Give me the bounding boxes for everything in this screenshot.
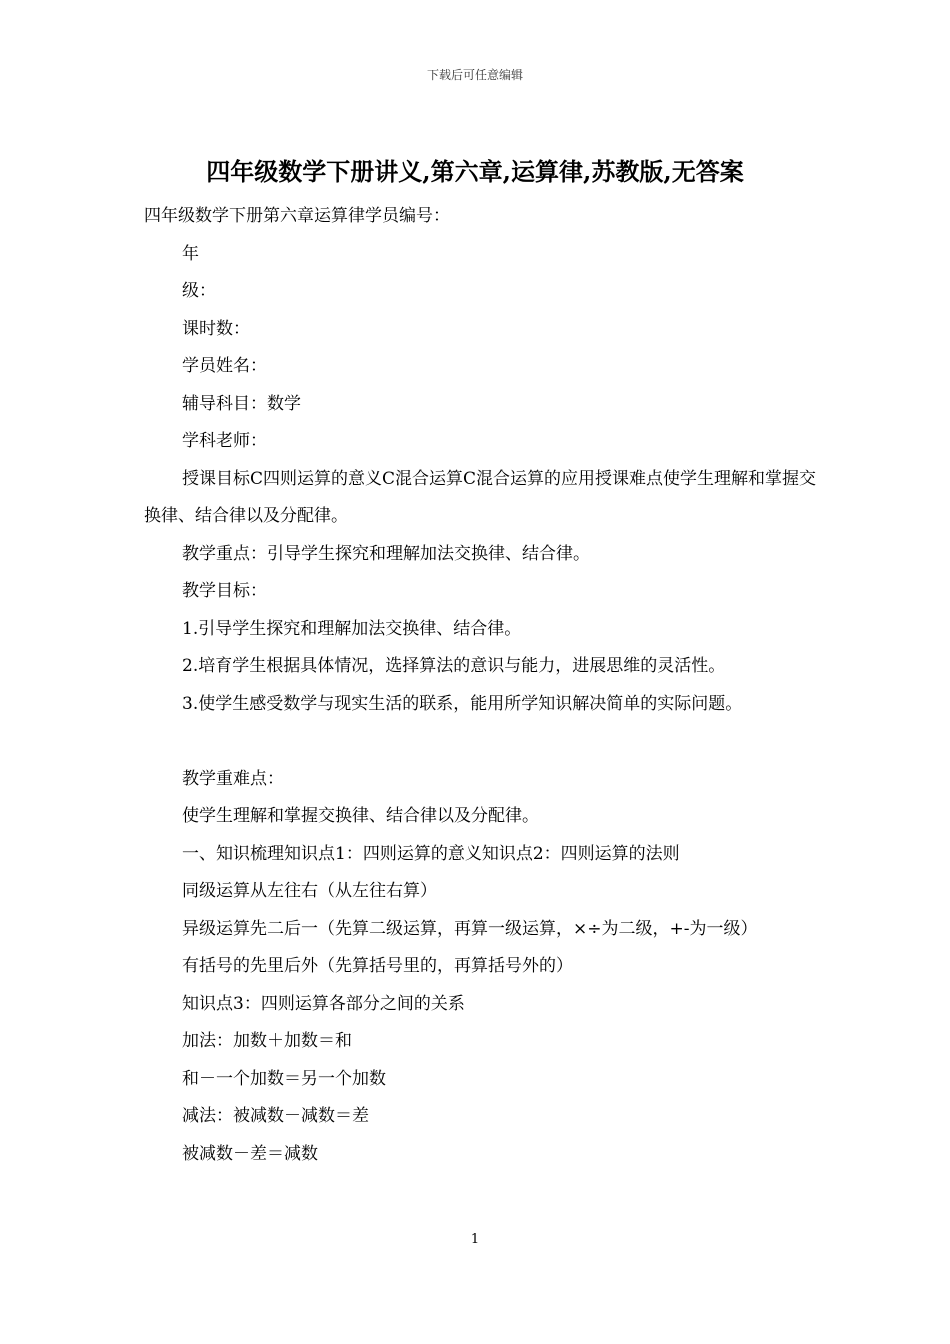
paragraph: 1.引导学生探究和理解加法交换律、结合律。 <box>182 618 522 639</box>
paragraph: 学员姓名： <box>182 356 267 376</box>
paragraph: 授课目标C四则运算的意义C混合运算C混合运算的应用授课难点使学生理解和掌握交换律、结合律以及分配律。 <box>144 468 817 526</box>
blank-line <box>144 723 824 761</box>
document-title: 四年级数学下册讲义,第六章,运算律,苏教版,无答案 <box>206 157 744 186</box>
paragraph: 辅导科目：数学 <box>182 393 301 414</box>
paragraph: 2.培育学生根据具体情况，选择算法的意识与能力，进展思维的灵活性。 <box>182 656 726 676</box>
paragraph: 一、知识梳理知识点1：四则运算的意义知识点2：四则运算的法则 <box>182 843 680 864</box>
paragraph: 教学目标： <box>182 581 267 601</box>
paragraph: 课时数： <box>182 318 250 339</box>
document-body <box>144 198 824 1173</box>
paragraph: 学科老师： <box>182 431 267 451</box>
paragraph: 有括号的先里后外（先算括号里的，再算括号外的） <box>182 956 573 976</box>
paragraph: 和－一个加数＝另一个加数 <box>182 1068 386 1089</box>
paragraph: 被减数－差＝减数 <box>182 1143 318 1164</box>
paragraph: 异级运算先二后一（先算二级运算，再算一级运算，×÷为二级，+-为一级） <box>182 918 758 939</box>
paragraph: 加法：加数＋加数＝和 <box>182 1031 352 1051</box>
page-header: 下载后可任意编辑 <box>426 68 523 82</box>
paragraph: 级： <box>182 281 216 301</box>
paragraph: 年 <box>182 243 199 264</box>
paragraph: 知识点3：四则运算各部分之间的关系 <box>182 993 465 1014</box>
paragraph: 减法：被减数－减数＝差 <box>182 1106 369 1126</box>
paragraph: 教学重难点： <box>182 768 284 789</box>
paragraph: 同级运算从左往右（从左往右算） <box>182 881 437 901</box>
paragraph: 3.使学生感受数学与现实生活的联系，能用所学知识解决简单的实际问题。 <box>182 693 743 714</box>
paragraph: 使学生理解和掌握交换律、结合律以及分配律。 <box>182 806 539 826</box>
paragraph: 四年级数学下册第六章运算律学员编号： <box>144 206 450 226</box>
page-number: 1 <box>470 1232 480 1247</box>
paragraph: 教学重点：引导学生探究和理解加法交换律、结合律。 <box>182 543 590 564</box>
